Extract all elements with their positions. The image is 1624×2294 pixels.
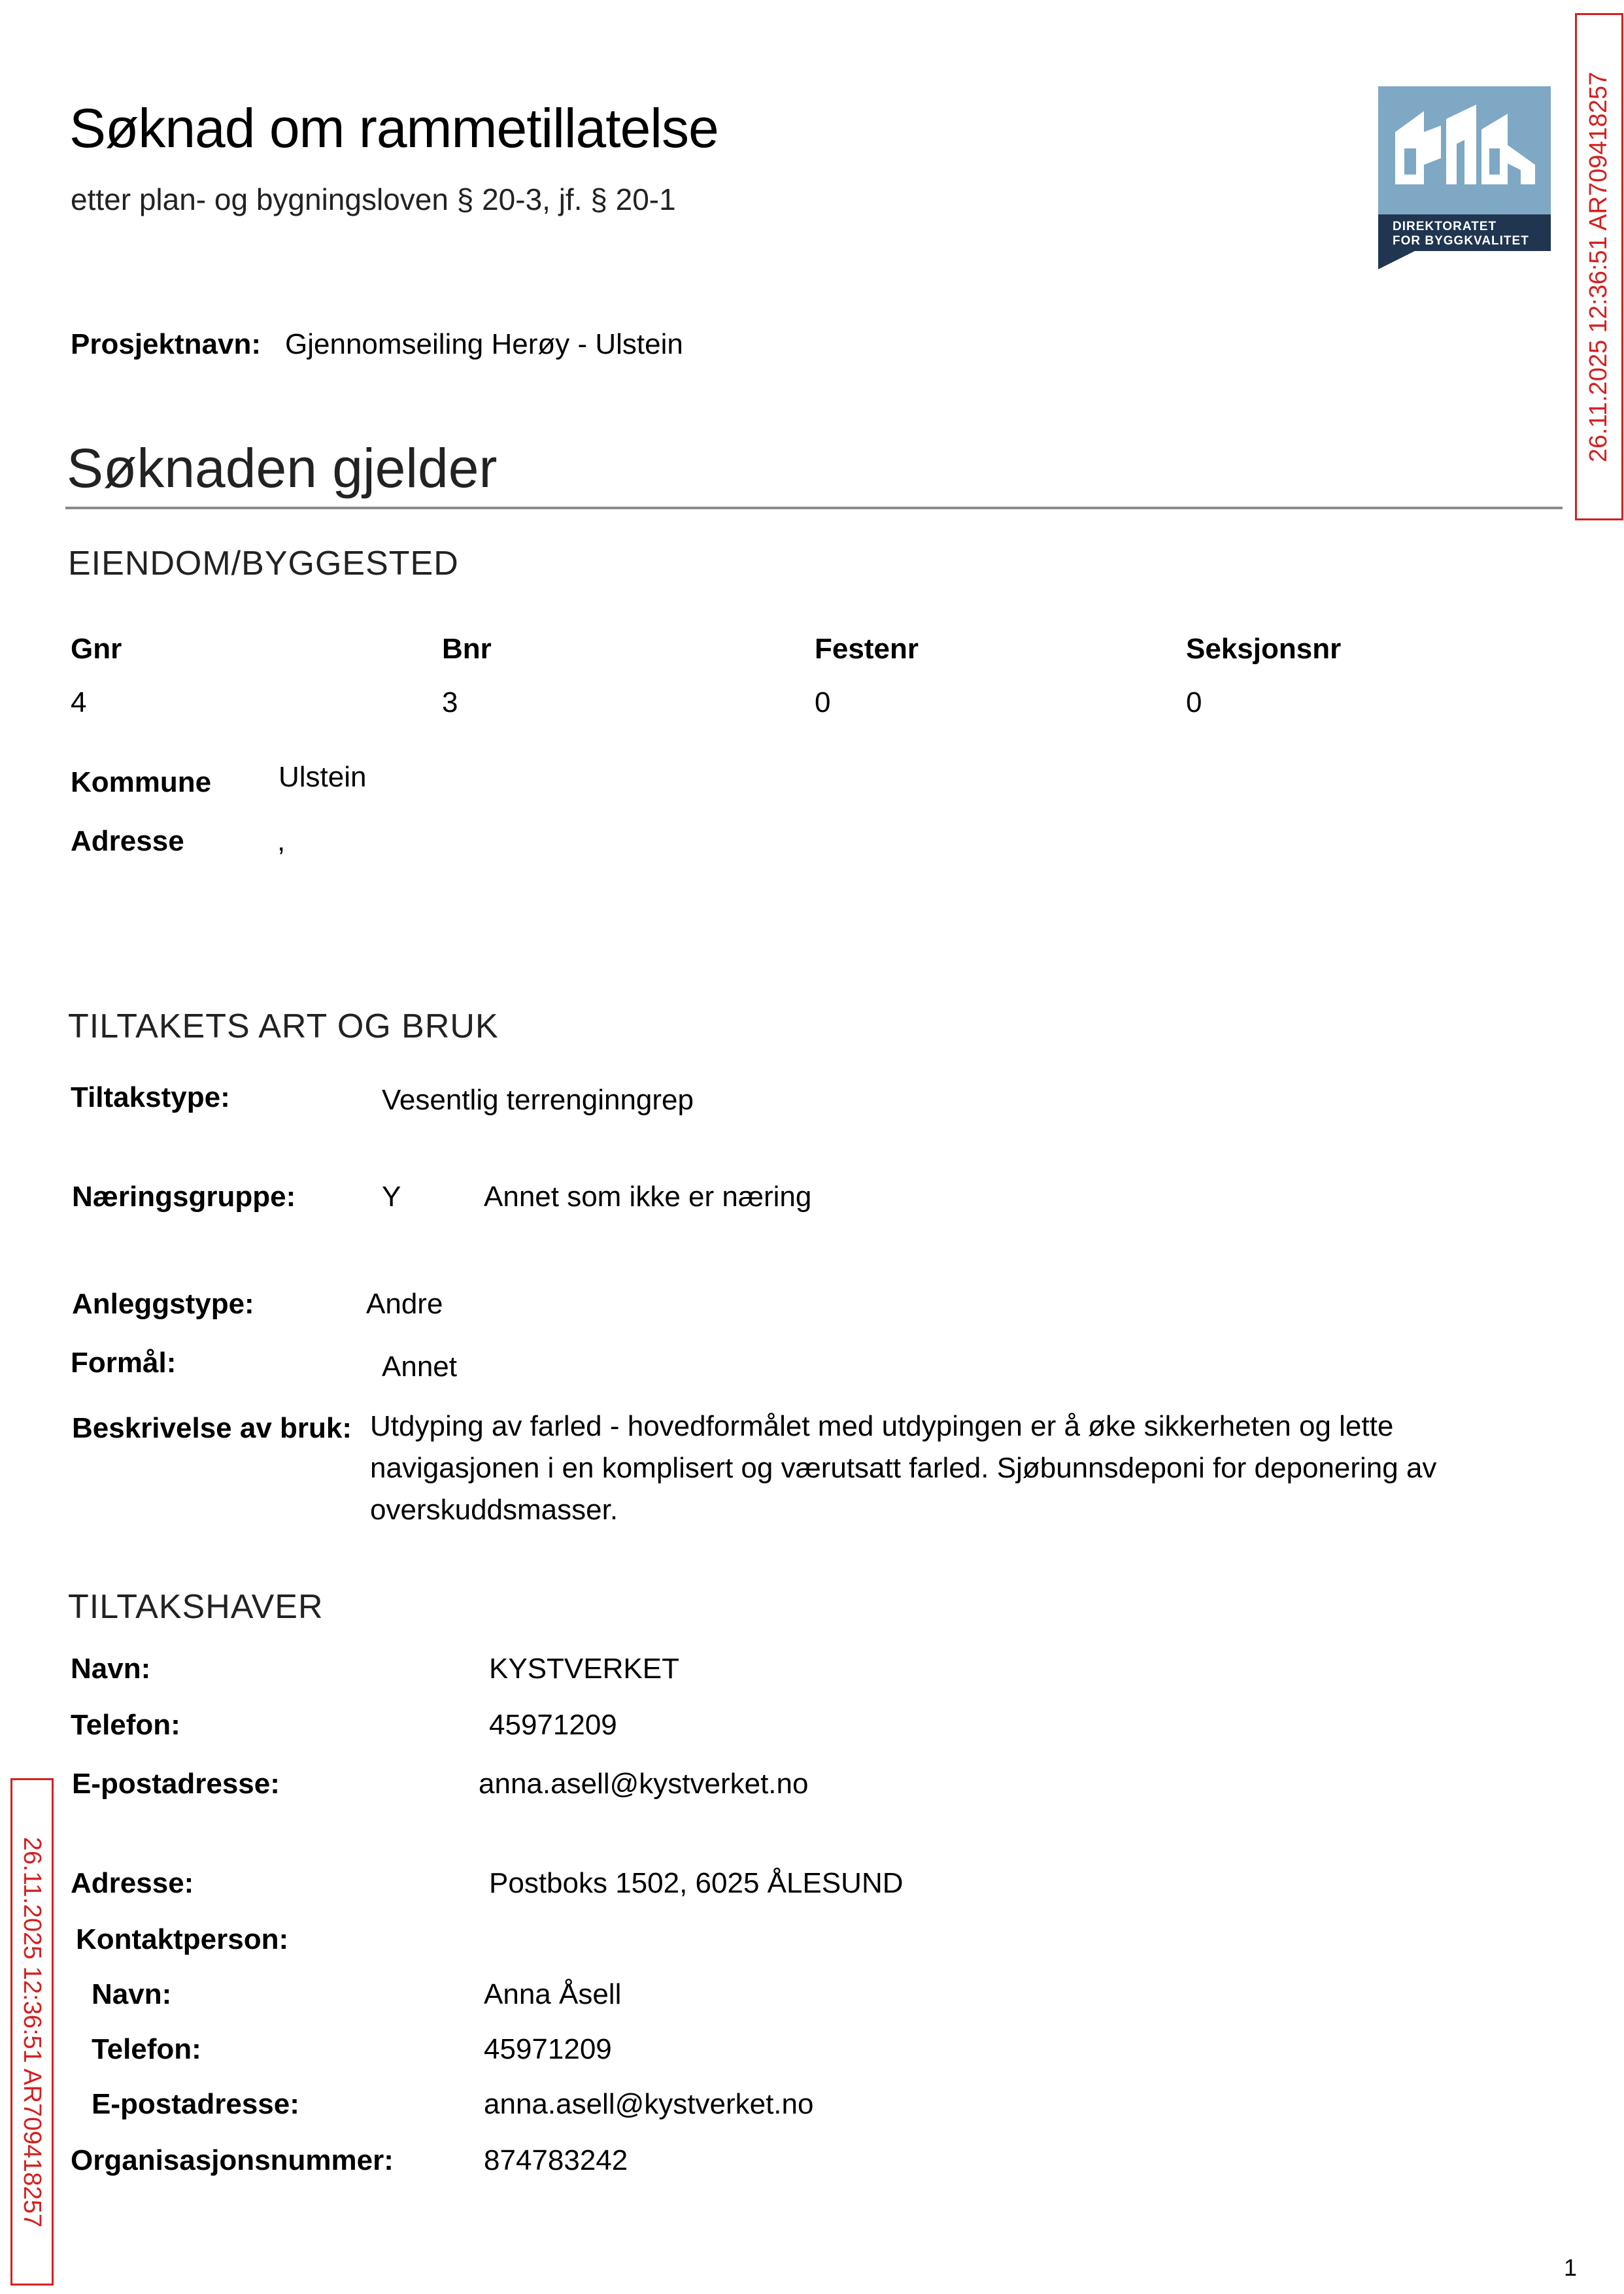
tiltakshaver-epost-value: anna.asell@kystverket.no [479,1768,809,1800]
tiltakstype-value: Vesentlig terrenginngrep [382,1084,694,1116]
bnr-label: Bnr [442,633,492,665]
kontakt-telefon-label: Telefon: [92,2033,201,2065]
naeringsgruppe-code: Y [382,1181,401,1213]
gnr-value: 4 [71,686,87,718]
page-number: 1 [1564,2254,1578,2281]
kontaktperson-label: Kontaktperson: [76,1923,289,1955]
organisasjonsnummer-label: Organisasjonsnummer: [71,2144,394,2176]
document-title: Søknad om rammetillatelse [69,97,719,159]
bnr-value: 3 [442,686,458,718]
eiendom-heading: EIENDOM/BYGGESTED [68,545,459,582]
archive-stamp-left [10,1778,54,2286]
formaal-label: Formål: [71,1347,177,1379]
organisasjonsnummer-value: 874783242 [484,2144,628,2176]
logo-building-graphic [1378,86,1551,214]
naeringsgruppe-value: Annet som ikke er næring [484,1181,812,1213]
logo-flag [1378,251,1415,269]
kontakt-telefon-value: 45971209 [484,2033,612,2065]
tiltakshaver-navn-value: KYSTVERKET [489,1653,679,1685]
kommune-value: Ulstein [279,761,367,793]
seksjonsnr-label: Seksjonsnr [1186,633,1342,665]
archive-stamp-right [1575,13,1623,520]
anleggstype-label: Anleggstype: [72,1288,254,1320]
tiltakshaver-heading: TILTAKSHAVER [68,1588,324,1626]
kontakt-navn-label: Navn: [92,1978,172,2010]
festenr-label: Festenr [815,633,919,665]
tiltakshaver-navn-label: Navn: [71,1653,151,1685]
kontakt-epost-value: anna.asell@kystverket.no [484,2088,814,2120]
tiltakshaver-telefon-label: Telefon: [71,1709,180,1741]
archive-stamp-right-text: 26.11.2025 12:36:51 AR709418257 [1585,71,1613,462]
adresse-label: Adresse [71,825,184,857]
kommune-label: Kommune [71,766,212,798]
kontakt-epost-label: E-postadresse: [92,2088,299,2120]
tiltakshaver-adresse-label: Adresse: [71,1867,194,1899]
project-name-label: Prosjektnavn: [71,328,261,360]
festenr-value: 0 [815,686,831,718]
adresse-value: , [277,825,286,857]
kontakt-navn-value: Anna Åsell [484,1978,622,2010]
dibk-logo [1378,86,1551,269]
project-name-value: Gjennomseiling Herøy - Ulstein [285,328,683,360]
gnr-label: Gnr [71,633,122,665]
document-subtitle: etter plan- og bygningsloven § 20-3, jf. § 20-1 [71,182,676,216]
section-title: Søknaden gjelder [67,437,498,499]
tiltakstype-label: Tiltakstype: [71,1081,230,1113]
logo-text-line2: FOR BYGGKVALITET [1393,234,1529,248]
beskrivelse-label: Beskrivelse av bruk: [72,1412,352,1444]
tiltakshaver-adresse-value: Postboks 1502, 6025 ÅLESUND [489,1867,904,1899]
naeringsgruppe-label: Næringsgruppe: [72,1181,296,1213]
beskrivelse-value: Utdyping av farled - hovedformålet med utdypingen er å øke sikkerheten og lette navigasjonen i en komplisert og værutsatt farled. Sjøbunnsdeponi for deponering av overskuddsmasser. [370,1410,1437,1526]
anleggstype-value: Andre [366,1288,443,1320]
archive-stamp-left-text: 26.11.2025 12:36:51 AR709418257 [18,1836,46,2227]
tiltakshaver-telefon-value: 45971209 [489,1709,617,1741]
seksjonsnr-value: 0 [1186,686,1202,718]
formaal-value: Annet [382,1351,457,1383]
logo-wordmark [1378,214,1551,251]
tiltakshaver-epost-label: E-postadresse: [72,1768,280,1800]
logo-text-line1: DIREKTORATET [1393,220,1497,233]
tiltak-heading: TILTAKETS ART OG BRUK [68,1007,499,1045]
section-divider [65,507,1563,509]
